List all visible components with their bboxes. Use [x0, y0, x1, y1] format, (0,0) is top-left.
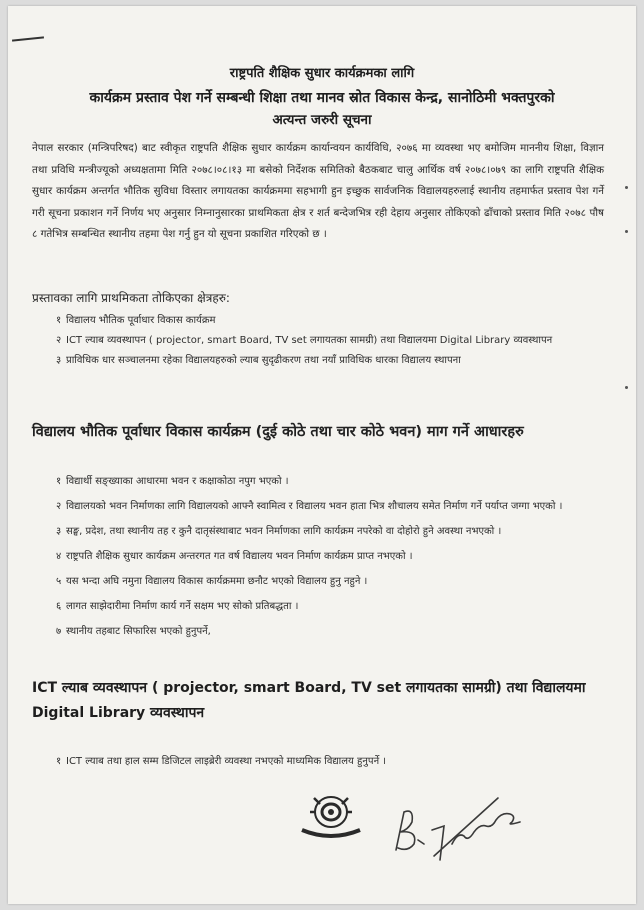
priority-areas-list — [38, 312, 608, 372]
item-text: विद्यालयको भवन निर्माणका लागि विद्यालयको आफ्नै स्वामित्व र विद्यालय भवन हाता भित्र शौचालय समेत निर्माण गर्ने पर्याप्त जग्गा भएको । — [66, 501, 563, 512]
item-number: २ — [56, 335, 62, 346]
item-text: स्थानीय तहबाट सिफारिस भएको हुनुपर्ने, — [66, 626, 211, 637]
ict-lab-criteria-list — [38, 752, 608, 772]
handwritten-signature — [388, 782, 528, 862]
item-number: २ — [56, 501, 62, 512]
intro-paragraph: नेपाल सरकार (मन्त्रिपरिषद) बाट स्वीकृत राष्ट्रपति शैक्षिक सुधार कार्यक्रम कार्यान्वयन कार्यविधि, २०७६ मा व्यवस्था भए बमोजिम माननीय शिक्षा, विज्ञान तथा प्रविधि मन्त्रीज्यूको अध्यक्षतामा मिति २०७८।०८।१३ मा बसेको निर्देशक समितिको बैठकबाट चालु आर्थिक वर्ष २०७८।०७९ का लागि राष्ट्रपति शैक्षिक सुधार कार्यक्रम अन्तर्गत भौतिक सुविधा विस्तार लगायतका कार्यक्रममा सहभागी हुन इच्छुक सार्वजनिक विद्यालयहरुलाई स्थानीय तहमार्फत प्रस्ताव पेश गर्ने गरी सूचना प्रकाशन गर्ने निर्णय भए अनुसार निम्नानुसारका प्राथमिकता क्षेत्र र शर्त बन्देजभित्र रही देहाय अनुसार तोकिएको ढाँचाको प्रस्ताव मिति २०७८ पौष ८ गतेभित्र सम्बन्धित स्थानीय तहमा पेश गर्नु हुन यो सूचना प्रकाशित गरिएको छ । — [32, 142, 604, 240]
notice-heading-line2: कार्यक्रम प्रस्ताव पेश गर्ने सम्बन्धी शिक्षा तथा मानव स्रोत विकास केन्द्र, सानोठिमी भक्तपुरको — [89, 90, 555, 106]
list-item — [38, 752, 608, 772]
margin-dot — [625, 386, 628, 389]
item-text: विद्यार्थी सङ्ख्याका आधारमा भवन र कक्षाकोठा नपुग भएको । — [66, 476, 289, 487]
item-text: प्राविधिक धार सञ्चालनमा रहेका विद्यालयहरुको ल्याब सुदृढीकरण तथा नयाँ प्राविधिक धारका विद्यालय स्थापना — [66, 355, 461, 366]
priority-areas-heading: प्रस्तावका लागि प्राथमिकता तोकिएका क्षेत्रहरु: — [32, 291, 230, 305]
list-item — [38, 547, 608, 566]
ict-lab-heading: ICT ल्याब व्यवस्थापन ( projector, smart Board, TV set लगायतका सामग्री) तथा विद्यालयमा Digital Library व्यवस्थापन — [32, 680, 586, 721]
list-item — [38, 472, 608, 491]
notice-heading-line1: राष्ट्रपति शैक्षिक सुधार कार्यक्रमका लागि — [229, 66, 415, 81]
item-text: विद्यालय भौतिक पूर्वाधार विकास कार्यक्रम — [66, 315, 216, 326]
margin-dot — [625, 186, 628, 189]
list-item — [38, 332, 608, 349]
list-item — [38, 522, 608, 541]
list-item — [38, 622, 608, 641]
item-text: सङ्घ, प्रदेश, तथा स्थानीय तह र कुनै दातृसंस्थाबाट भवन निर्माणका लागि कार्यक्रम नपरेको वा दोहोरो हुने अवस्था नभएको । — [66, 526, 502, 537]
item-number: ६ — [56, 601, 62, 612]
item-text: लागत साझेदारीमा निर्माण कार्य गर्ने सक्षम भए सोको प्रतिबद्धता । — [66, 601, 299, 612]
official-seal-stamp — [296, 786, 366, 842]
item-text: यस भन्दा अघि नमुना विद्यालय विकास कार्यक्रममा छनौट भएको विद्यालय हुनु नहुने । — [66, 576, 368, 587]
list-item — [38, 572, 608, 591]
item-number: ५ — [56, 576, 62, 587]
list-item — [38, 497, 608, 516]
pen-mark — [12, 36, 44, 41]
item-text: राष्ट्रपति शैक्षिक सुधार कार्यक्रम अन्तरगत गत वर्ष विद्यालय भवन निर्माण कार्यक्रम प्राप्त नभएको । — [66, 551, 413, 562]
item-number: १ — [56, 315, 62, 326]
list-item — [38, 352, 608, 369]
notice-heading-urgent: अत्यन्त जरुरी सूचना — [272, 112, 372, 128]
item-text: ICT ल्याब तथा हाल सम्म डिजिटल लाइब्रेरी व्यवस्था नभएको माध्यमिक विद्यालय हुनुपर्ने । — [66, 756, 387, 767]
item-number: ४ — [56, 551, 62, 562]
margin-dot — [625, 230, 628, 233]
list-item — [38, 597, 608, 616]
item-number: १ — [56, 476, 62, 487]
document-page — [8, 6, 636, 904]
item-number: ३ — [56, 355, 62, 366]
item-number: १ — [56, 756, 62, 767]
list-item — [38, 312, 608, 329]
item-number: ३ — [56, 526, 62, 537]
infrastructure-criteria-heading: विद्यालय भौतिक पूर्वाधार विकास कार्यक्रम (दुई कोठे तथा चार कोठे भवन) माग गर्ने आधारहरु — [32, 424, 524, 440]
item-text: ICT ल्याब व्यवस्थापन ( projector, smart Board, TV set लगायतका सामग्री) तथा विद्यालयमा Digital Library व्यवस्थापन — [66, 335, 553, 346]
item-number: ७ — [56, 626, 62, 637]
infrastructure-criteria-list — [38, 472, 608, 647]
